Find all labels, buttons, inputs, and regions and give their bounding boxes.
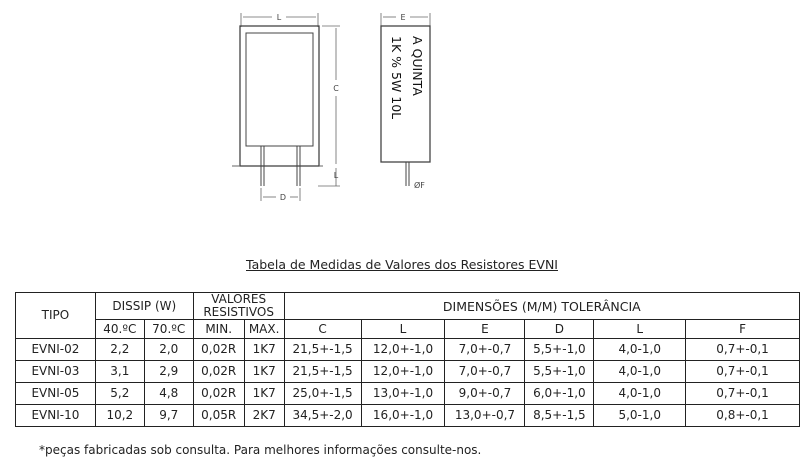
- table-cell: 0,8+-0,1: [686, 405, 800, 427]
- table-cell: 0,02R: [193, 361, 244, 383]
- subheader-cell: E: [445, 320, 525, 339]
- subheader-cell: F: [686, 320, 800, 339]
- subheader-cell: D: [525, 320, 594, 339]
- subheader-row: [16, 320, 800, 339]
- table-cell: EVNI-05: [16, 383, 96, 405]
- table-cell: 6,0+-1,0: [525, 383, 594, 405]
- table-cell: 16,0+-1,0: [361, 405, 445, 427]
- subheader-cell: MIN.: [193, 320, 244, 339]
- table-cell: 2K7: [244, 405, 284, 427]
- table-cell: 21,5+-1,5: [284, 361, 361, 383]
- table-cell: 5,0-1,0: [594, 405, 686, 427]
- header-row: [16, 293, 800, 320]
- dim-label-d: D: [279, 193, 287, 202]
- subheader-cell: MAX.: [244, 320, 284, 339]
- dim-label-e: E: [400, 13, 406, 22]
- subheader-cell: L: [594, 320, 686, 339]
- table-cell: EVNI-02: [16, 339, 96, 361]
- table-cell: 2,9: [144, 361, 193, 383]
- table-cell: 1K7: [244, 383, 284, 405]
- subheader-cell: L: [361, 320, 445, 339]
- table-row: [16, 383, 800, 405]
- table-cell: 0,05R: [193, 405, 244, 427]
- table-cell: 13,0+-0,7: [445, 405, 525, 427]
- table-cell: 2,0: [144, 339, 193, 361]
- table-cell: 9,7: [144, 405, 193, 427]
- table-cell: 7,0+-0,7: [445, 361, 525, 383]
- header-dissip: DISSIP (W): [95, 293, 193, 320]
- table-cell: 0,7+-0,1: [686, 361, 800, 383]
- table-cell: 9,0+-0,7: [445, 383, 525, 405]
- table-cell: 0,7+-0,1: [686, 383, 800, 405]
- table-cell: 4,8: [144, 383, 193, 405]
- table-cell: 4,0-1,0: [594, 383, 686, 405]
- table-cell: 5,2: [95, 383, 144, 405]
- footnote: *peças fabricadas sob consulta. Para melhores informações consulte-nos.: [39, 443, 482, 457]
- table-cell: 3,1: [95, 361, 144, 383]
- table-cell: 8,5+-1,5: [525, 405, 594, 427]
- table-cell: 12,0+-1,0: [361, 361, 445, 383]
- dim-label-f: ØF: [414, 181, 425, 190]
- dim-label-c: C: [333, 84, 339, 93]
- header-valores-line1: VALORES: [211, 292, 267, 306]
- header-dimensoes: DIMENSÕES (M/M) TOLERÂNCIA: [284, 293, 799, 320]
- marking-line-2: 1K % 5W 10L: [389, 36, 404, 120]
- table-cell: EVNI-03: [16, 361, 96, 383]
- table-cell: EVNI-10: [16, 405, 96, 427]
- table-cell: 5,5+-1,0: [525, 339, 594, 361]
- marking-line-1: A QUINTA: [410, 36, 425, 96]
- table-cell: 21,5+-1,5: [284, 339, 361, 361]
- table-cell: 1K7: [244, 339, 284, 361]
- resistor-spec-table: [15, 292, 800, 427]
- table-row: [16, 405, 800, 427]
- table-cell: 4,0-1,0: [594, 339, 686, 361]
- table-cell: 0,02R: [193, 339, 244, 361]
- table-cell: 12,0+-1,0: [361, 339, 445, 361]
- subheader-cell: 40.ºC: [95, 320, 144, 339]
- table-cell: 25,0+-1,5: [284, 383, 361, 405]
- table-caption: Tabela de Medidas de Valores dos Resistores EVNI: [246, 257, 558, 272]
- dim-label-l-lead: L: [333, 171, 339, 180]
- table-row: [16, 339, 800, 361]
- header-tipo: TIPO: [16, 293, 96, 339]
- table-cell: 34,5+-2,0: [284, 405, 361, 427]
- subheader-cell: C: [284, 320, 361, 339]
- table-row: [16, 361, 800, 383]
- table-cell: 10,2: [95, 405, 144, 427]
- table-cell: 0,02R: [193, 383, 244, 405]
- table-cell: 7,0+-0,7: [445, 339, 525, 361]
- table-cell: 0,7+-0,1: [686, 339, 800, 361]
- table-cell: 5,5+-1,0: [525, 361, 594, 383]
- header-valores-line2: RESISTIVOS: [203, 305, 274, 319]
- table-cell: 1K7: [244, 361, 284, 383]
- table-cell: 2,2: [95, 339, 144, 361]
- header-valores: [193, 293, 284, 320]
- table-cell: 13,0+-1,0: [361, 383, 445, 405]
- table-cell: 4,0-1,0: [594, 361, 686, 383]
- subheader-cell: 70.ºC: [144, 320, 193, 339]
- dim-label-l-top: L: [276, 13, 282, 22]
